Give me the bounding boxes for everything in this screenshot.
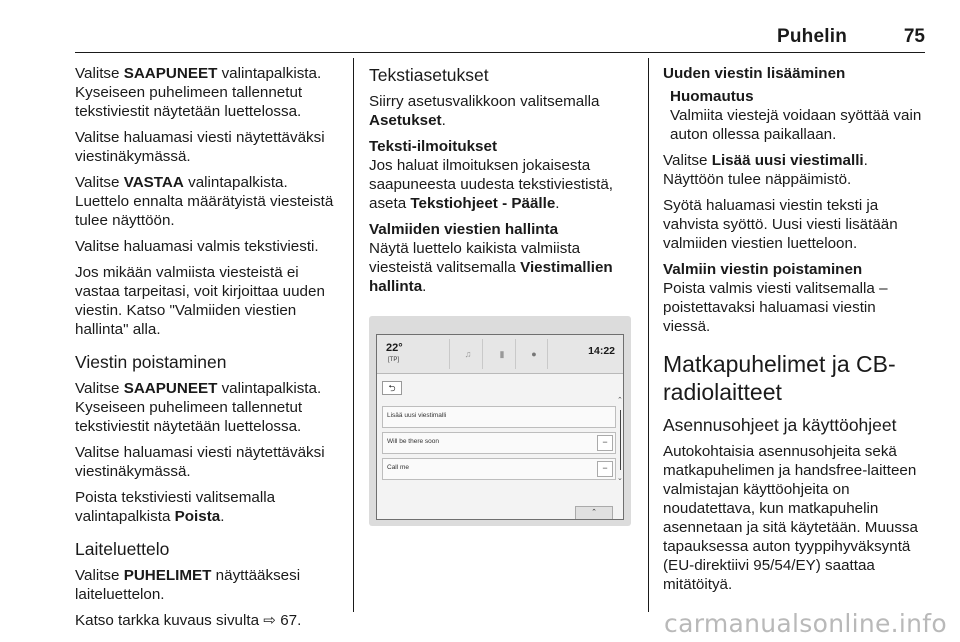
paragraph: Siirry asetusvalikkoon valitsemalla Asetukset. — [369, 93, 600, 129]
column-2 — [369, 64, 635, 303]
paragraph: Valitse VASTAA valintapalkista. Luettelo ennalta määrätyistä viesteistä tulee näyttöön. — [75, 174, 334, 229]
header-rule — [75, 52, 925, 53]
paragraph: Jos mikään valmiista viesteistä ei vastaa tarpeitasi, voit kirjoittaa uuden viestin. Katso "Valmiiden viestien hallinta" alla. — [75, 264, 325, 338]
heading-mobile-phones: Matkapuhelimet ja CB-radiolaitteet — [663, 351, 896, 405]
column-divider-1 — [353, 58, 354, 612]
heading-installation: Asennusohjeet ja käyttöohjeet — [663, 415, 897, 435]
heading-manage-templates: Valmiiden viestien hallinta — [369, 221, 559, 238]
paragraph: Valitse SAAPUNEET valintapalkista. Kyseiseen puhelimeen tallennetut tekstiviestit näytetään luettelossa. — [75, 65, 322, 120]
page-number: 75 — [903, 26, 925, 47]
phone-icon: ▮ — [499, 349, 505, 359]
heading-device-list: Laiteluettelo — [75, 539, 170, 559]
paragraph: Katso tarkka kuvaus sivulta ⇨ 67. — [75, 612, 302, 629]
paragraph: Poista valmis viesti valitsemalla – poistettavaksi haluamasi viestin viessä. — [663, 280, 888, 335]
status-divider — [515, 339, 516, 369]
chevron-up-icon: ⌃ — [575, 506, 613, 519]
screen-list-row: Call me − — [382, 458, 616, 480]
paragraph: Syötä haluamasi viestin teksti ja vahvista syöttö. Uusi viesti lisätään valmiiden viestien luetteloon. — [663, 197, 898, 252]
column-1 — [75, 64, 343, 637]
paragraph: Poista tekstiviesti valitsemalla valintapalkista Poista. — [75, 489, 276, 525]
music-note-icon: ♫ — [464, 349, 472, 359]
paragraph: Valitse haluamasi viesti näytettäväksi viestinäkymässä. — [75, 444, 325, 480]
column-divider-2 — [648, 58, 649, 612]
screen-status-bar — [377, 335, 623, 374]
section-title: Puhelin — [776, 26, 847, 47]
minus-icon: − — [597, 435, 613, 451]
chevron-up-icon: ⌃ — [617, 397, 623, 404]
minus-icon: − — [597, 461, 613, 477]
chevron-down-icon: ⌄ — [617, 475, 623, 482]
heading-text-settings: Tekstiasetukset — [369, 65, 489, 85]
page-header — [75, 26, 925, 48]
paragraph: Autokohtaisia asennusohjeita sekä matkapuhelimen ja handsfree-laitteen valmistajan käyttöohjeita on noudatettava, kun matkapuhelin asennetaan ja sitä käytetään. Muussa tapauksessa auton tyyppihyväksyntä (EU-direktiivi 95/54/EY) saattaa mitätöityä. — [663, 443, 918, 593]
paragraph: Jos haluat ilmoituksen jokaisesta saapuneesta uudesta tekstiviestistä, aseta Tekstiohjeet - Päälle. — [369, 157, 613, 212]
screen-list-row: Lisää uusi viestimalli — [382, 406, 616, 428]
screen-list-row: Will be there soon − — [382, 432, 616, 454]
watermark: carmanualsonline.info — [664, 609, 947, 638]
screen-scrollbar — [619, 398, 623, 484]
paragraph: Valitse haluamasi valmis tekstiviesti. — [75, 238, 319, 255]
paragraph: Näytä luettelo kaikista valmiista viesteistä valitsemalla Viestimallien hallinta. — [369, 240, 613, 295]
note-box — [663, 87, 927, 144]
screen-temperature: 22° — [386, 342, 403, 354]
paragraph: Valitse haluamasi viesti näytettäväksi viestinäkymässä. — [75, 129, 325, 165]
screen-display — [376, 334, 624, 520]
note-text: Valmiita viestejä voidaan syöttää vain auton ollessa paikallaan. — [670, 107, 922, 143]
paragraph: Valitse PUHELIMET näyttääksesi laiteluettelon. — [75, 567, 301, 603]
screen-tp-indicator: [TP] — [388, 357, 400, 363]
heading-add-message: Uuden viestin lisääminen — [663, 65, 846, 82]
status-divider — [547, 339, 548, 369]
screen-clock: 14:22 — [588, 345, 615, 357]
paragraph: Valitse Lisää uusi viestimalli. Näyttöön tulee näppäimistö. — [663, 152, 868, 188]
status-divider — [449, 339, 450, 369]
heading-text-notifications: Teksti-ilmoitukset — [369, 138, 497, 155]
column-3 — [663, 64, 927, 601]
heading-delete-message: Viestin poistaminen — [75, 352, 227, 372]
page-ref-arrow-icon: ⇨ — [263, 612, 276, 629]
heading-remove-template: Valmiin viestin poistaminen — [663, 261, 863, 278]
back-arrow-icon: ⮌ — [382, 381, 402, 395]
infotainment-screen-image — [369, 316, 631, 526]
status-divider — [482, 339, 483, 369]
note-title: Huomautus — [670, 88, 754, 105]
paragraph: Valitse SAAPUNEET valintapalkista. Kyseiseen puhelimeen tallennetut tekstiviestit näytetään luettelossa. — [75, 380, 322, 435]
navigation-icon: ● — [531, 349, 537, 359]
page-ref-link[interactable]: 67 — [280, 612, 298, 629]
